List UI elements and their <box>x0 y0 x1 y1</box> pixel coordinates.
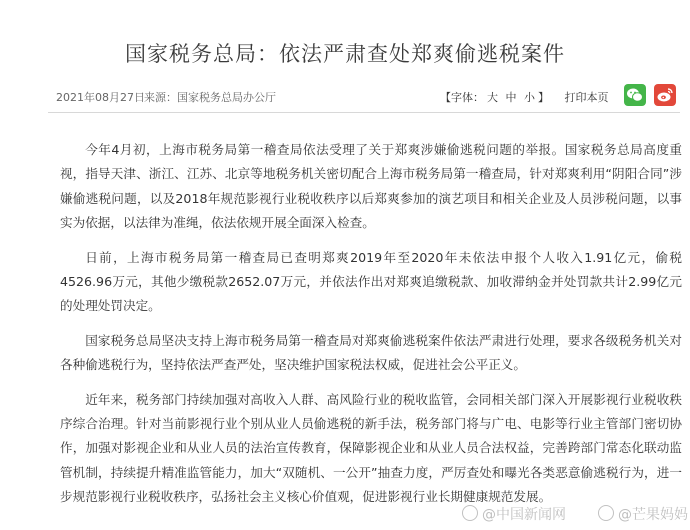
reader-tools <box>440 89 611 105</box>
page-title: 国家税务总局：依法严肃查处郑爽偷逃税案件 <box>125 42 565 66</box>
print-page-link[interactable]: 打印本页 <box>564 91 609 104</box>
article-paragraph: 近年来，税务部门持续加强对高收入人群、高风险行业的税收监管，会同相关部门深入开展影视行业税收秩序综合治理。针对当前影视行业个别从业人员偷逃税的新手法，税务部门将与广电、电影等行业主管部门密切协作，加强对影视企业和从业人员的法治宣传教育，保障影视企业和从业人员合法权益，完善跨部门常态化联动监管机制，持续提升精准监管能力，加大“双随机、一公开”抽查力度，严厉查处和曝光各类恶意偷逃税行为，进一步规范影视行业税收秩序，弘扬社会主义核心价值观，促进影视行业长期健康规范发展。 <box>60 391 682 505</box>
font-size-large-button[interactable]: 大 <box>487 91 498 104</box>
weibo-watermark-icon <box>598 505 614 521</box>
publish-date: 2021年08月27日 <box>56 91 145 104</box>
article-paragraph: 日前，上海市税务局第一稽查局已查明郑爽2019年至2020年未依法申报个人收入1.91亿元，偷税4526.96万元，其他少缴税款2652.07万元，并依法作出对郑爽追缴税款、加收滞纳金并处罚款共计2.99亿元的处理处罚决定。 <box>60 249 682 314</box>
watermark-source: @中国新闻网 <box>482 507 566 523</box>
article-paragraph: 今年4月初，上海市税务局第一稽查局依法受理了关于郑爽涉嫌偷逃税问题的举报。国家税务总局高度重视，指导天津、浙江、江苏、北京等地税务机关密切配合上海市税务局第一稽查局，针对郑爽利用“阴阳合同”涉嫌偷逃税问题，以及2018年规范影视行业税收秩序以后郑爽参加的演艺项目和相关企业及人员涉税问题，以事实为依据，以法律为准绳，依法依规开展全面深入检查。 <box>60 142 682 231</box>
wechat-share-icon[interactable] <box>624 84 646 106</box>
article-paragraph: 国家税务总局坚决支持上海市税务局第一稽查局对郑爽偷逃税案件依法严肃进行处理，要求各级税务机关对各种偷逃税行为，坚持依法严查严处，坚决维护国家税法权威，促进社会公平正义。 <box>60 332 682 373</box>
watermark-author: @芒果妈妈 <box>618 507 688 523</box>
weibo-share-icon[interactable] <box>654 84 676 106</box>
article-body <box>60 138 682 520</box>
article-meta <box>48 84 680 108</box>
font-size-medium-button[interactable]: 中 <box>505 91 517 104</box>
header-divider <box>48 112 680 113</box>
article-source: 来源：国家税务总局办公厅 <box>144 91 276 104</box>
weibo-watermark <box>462 503 690 527</box>
font-size-small-button[interactable]: 小 <box>524 91 535 104</box>
weibo-watermark-icon <box>462 505 478 521</box>
font-size-close: 】 <box>538 91 549 104</box>
font-size-label: 【字体： <box>440 91 484 104</box>
